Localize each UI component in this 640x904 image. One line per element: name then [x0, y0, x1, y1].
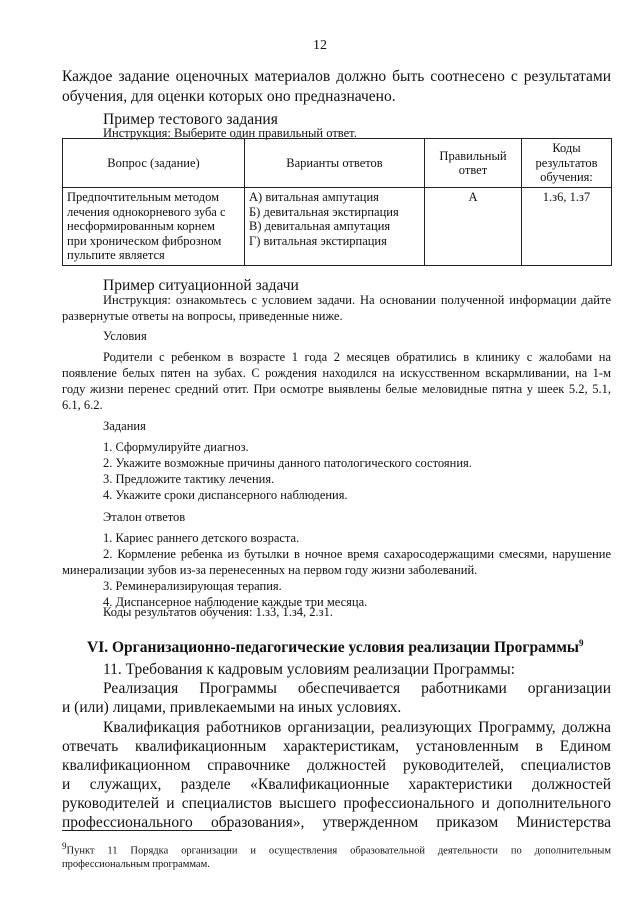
task-item: 4. Укажите сроки диспансерного наблюдения.: [103, 488, 348, 502]
footnote-line-1: [62, 840, 611, 858]
para2-line-4: и служащих, разделе «Квалификационные характеристики должностей: [62, 776, 611, 793]
footnote: [62, 840, 611, 871]
conditions-line-3: году жизни перенес средний отит. При осмотре выявлены белые меловидные пятна у шеек 5.2, 5.1,: [62, 382, 611, 396]
question-cell: [63, 188, 245, 266]
para2-line-6: профессионального образования», утвержденном приказом Министерства: [62, 814, 611, 831]
option-b: Б) девитальная экстирпация: [249, 204, 399, 219]
para1-line-2: и (или) лицами, привлекаемыми на иных условиях.: [62, 699, 402, 716]
question-line: несформированным корнем: [67, 219, 215, 233]
situational-instruction-2: развернутые ответы на вопросы, приведенные ниже.: [62, 309, 343, 323]
header-codes: Коды результатов обучения:: [522, 139, 612, 188]
question-line: Предпочтительным методом: [67, 190, 220, 204]
page-number: 12: [313, 38, 327, 53]
footnote-text-1: Пункт 11 Порядка организации и осуществления образовательной деятельности по дополнительным: [66, 845, 611, 857]
task-item: 2. Укажите возможные причины данного патологического состояния.: [103, 456, 472, 470]
task-item: 3. Предложите тактику лечения.: [103, 472, 275, 486]
intro-line-1: Каждое задание оценочных материалов должно быть соотнесено с результатами: [62, 68, 611, 85]
test-task-table: [62, 138, 612, 266]
question-line: лечения однокорневого зуба с: [67, 204, 226, 219]
table-row: [63, 188, 612, 266]
answer-item: 3. Реминерализирующая терапия.: [103, 579, 282, 593]
option-d: Г) витальная экстирпация: [249, 233, 387, 248]
conditions-title: Условия: [103, 329, 147, 343]
answer-item: 2. Кормление ребенка из бутылки в ночное время сахаросодержащими смесями, нарушение: [103, 547, 611, 561]
answer-item: 1. Кариес раннего детского возраста.: [103, 531, 300, 545]
header-options: Варианты ответов: [245, 139, 425, 188]
footnote-mark: 9: [62, 841, 67, 851]
sub-heading: 11. Требования к кадровым условиям реализации Программы:: [103, 661, 515, 678]
question-line: пульпите является: [67, 248, 165, 262]
section-title-text: VI. Организационно-педагогические условия реализации Программы: [87, 639, 580, 657]
table-header-row: [63, 139, 612, 188]
question-line: при хроническом фиброзном: [67, 233, 222, 248]
answer-cell: А: [425, 188, 522, 266]
para2-line-2: отвечать квалификационным характеристикам, установленным в Едином: [62, 738, 611, 755]
option-a: А) витальная ампутация: [249, 190, 379, 204]
section-title-footnote-mark: 9: [579, 638, 584, 648]
section-title: [87, 634, 584, 657]
answers-title: Эталон ответов: [103, 510, 186, 524]
para1-line-1: Реализация Программы обеспечивается работниками организации: [103, 680, 611, 697]
option-c: В) девитальная ампутация: [249, 219, 391, 233]
codes-cell: 1.з6, 1.з7: [522, 188, 612, 266]
answer-codes: Коды результатов обучения: 1.з3, 1.з4, 2.з1.: [103, 605, 333, 619]
header-answer: Правильный ответ: [425, 139, 522, 188]
conditions-line-2: появление белых пятен на зубах. С рождения находился на искусственном вскармливании, на 1-м: [62, 366, 611, 380]
para2-line-5: руководителей и специалистов высшего профессионального и дополнительного: [62, 795, 611, 812]
footnote-divider: [62, 830, 232, 831]
header-question: Вопрос (задание): [63, 139, 245, 188]
para2-line-1: Квалификация работников организации, реализующих Программу, должна: [103, 719, 611, 736]
intro-line-2: обучения, для оценки которых оно предназначено.: [62, 88, 396, 105]
situational-instruction-1: Инструкция: ознакомьтесь с условием задачи. На основании полученной информации дайте: [103, 293, 611, 307]
options-cell: [245, 188, 425, 266]
conditions-line-1: Родители с ребенком в возрасте 1 года 2 месяцев обратились в клинику с жалобами на: [103, 350, 611, 364]
footnote-line-2: профессиональным программам.: [62, 858, 210, 870]
answer-item-cont: минерализации зубов из-за перенесенных на первом году жизни заболеваний.: [62, 563, 478, 577]
situational-heading: Пример ситуационной задачи: [103, 277, 299, 294]
tasks-title: Задания: [103, 419, 146, 433]
test-example-instruction: Инструкция: Выберите один правильный ответ.: [103, 126, 357, 140]
para2-line-3: квалификационном справочнике должностей руководителей, специалистов: [62, 757, 611, 774]
test-example-heading: Пример тестового задания: [103, 111, 278, 128]
task-item: 1. Сформулируйте диагноз.: [103, 440, 249, 454]
answer-item: 4. Диспансерное наблюдение каждые три месяца.: [103, 595, 368, 609]
conditions-line-4: 6.1, 6.2.: [62, 398, 103, 412]
